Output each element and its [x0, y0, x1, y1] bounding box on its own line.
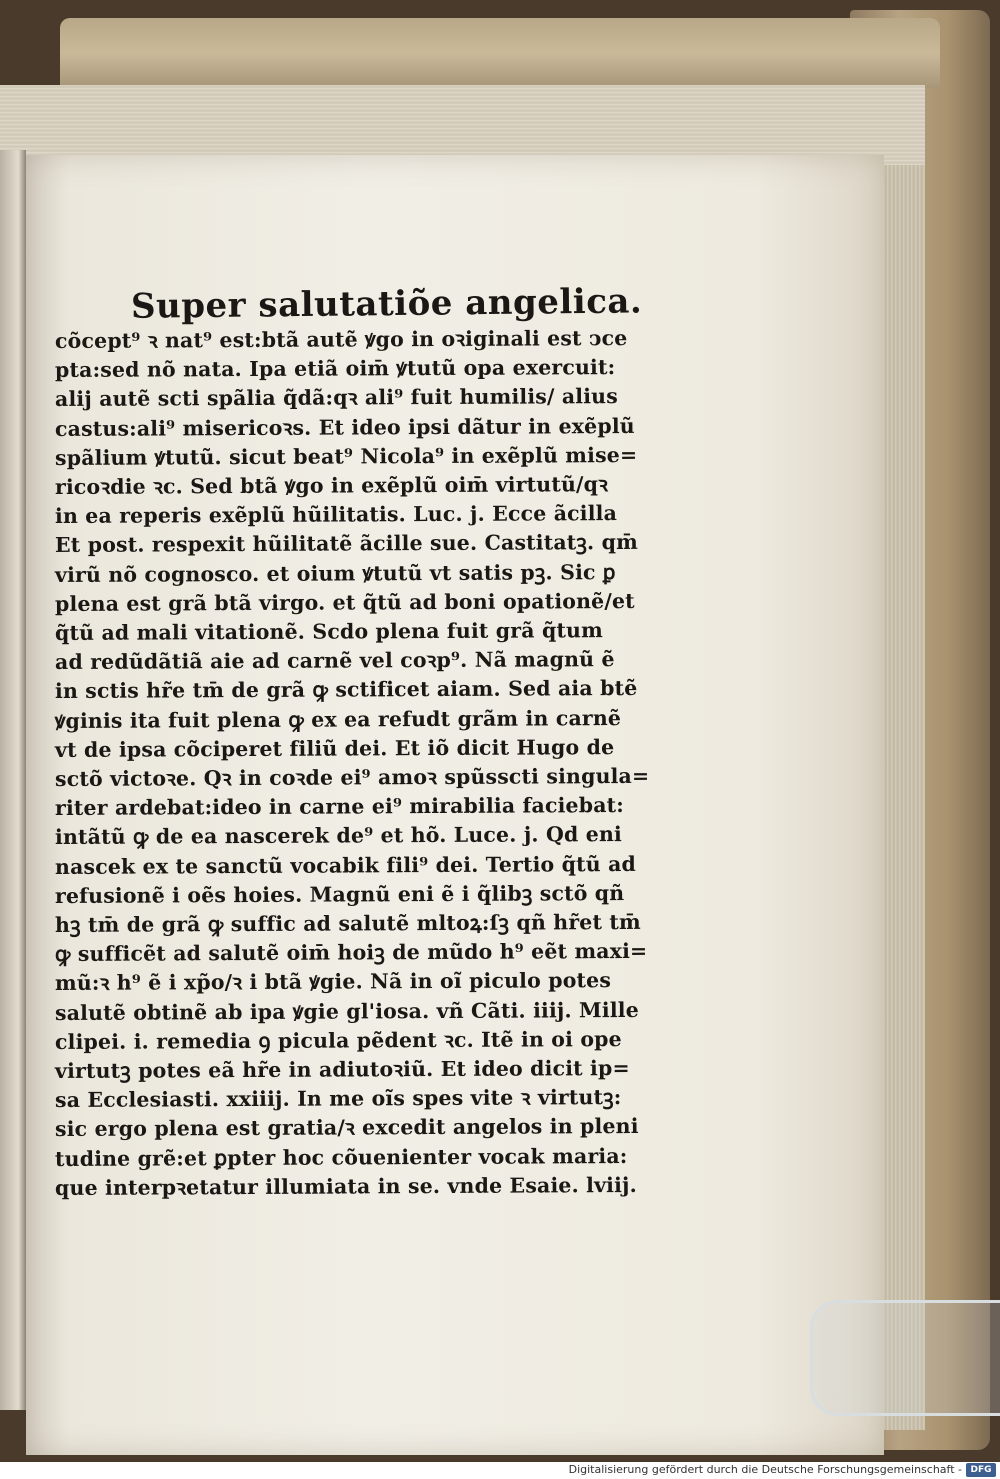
page-heading: Super salutatiõe angelica.: [130, 281, 643, 327]
text-line: cõcept⁹ ꝛ nat⁹ est:btã autẽ ꝟgo in oꝛiginali est ↄce: [54, 326, 628, 353]
text-line: pta:sed nõ nata. Ipa etiã oim̄ ꝟtutũ opa exercuit:: [54, 355, 616, 383]
text-line: tudine grẽ:et ꝑpter hoc cõuenienter vocak maria:: [54, 1143, 628, 1171]
text-line: virũ nõ cognosco. et oium ꝟtutũ vt satis pꝫ. Sic ꝑ: [54, 559, 616, 587]
text-line: intãtũ ꝙ de ea nascerek de⁹ et hõ. Luce. j. Qd eni: [54, 822, 622, 850]
page-text-block: [55, 283, 665, 1203]
text-line: q̃tũ ad mali vitationẽ. Scdo plena fuit grã q̃tum: [54, 618, 603, 646]
page-stack-top: [0, 85, 925, 165]
text-line: vt de ipsa cõciperet filiũ dei. Et iõ dicit Hugo de: [54, 734, 615, 762]
page-holder-clip: [810, 1300, 1000, 1416]
page-stack-side: [880, 90, 925, 1430]
text-line: ꝟginis ita fuit plena ꝙ ex ea refudt grãm in carnẽ: [54, 705, 622, 733]
facing-page-edge: [0, 150, 26, 1410]
text-line: castus:ali⁹ misericoꝛs. Et ideo ipsi dãtur in exẽplũ: [54, 413, 635, 441]
text-line: in ea reperis exẽplũ hũilitatis. Luc. j. Ecce ãcilla: [54, 501, 618, 529]
text-line: sctõ victoꝛe. Qꝛ in coꝛde ei⁹ amoꝛ spũsscti singula=: [54, 763, 650, 792]
text-line: clipei. i. remedia ꝯ picula pẽdent ꝛc. Itẽ in oi ope: [54, 1026, 622, 1054]
footer-credit: Digitalisierung gefördert durch die Deutsche Forschungsgemeinschaft -: [568, 1463, 962, 1476]
book-top-edge: [60, 18, 940, 88]
text-line: plena est grã btã virgo. et q̃tũ ad boni opationẽ/et: [54, 588, 635, 616]
text-line: alij autẽ scti spãlia q̃dã:qꝛ ali⁹ fuit humilis/ alius: [54, 384, 618, 412]
text-line: spãlium ꝟtutũ. sicut beat⁹ Nicola⁹ in exẽplũ mise=: [54, 442, 638, 470]
text-line: refusionẽ i oẽs hoies. Magnũ eni ẽ i q̃libꝫ sctõ qñ: [54, 880, 625, 908]
text-lines: [55, 327, 665, 1203]
text-line: que interpꝛetatur illumiata in se. vnde Esaie. lviij.: [54, 1172, 637, 1200]
text-line: riter ardebat:ideo in carne ei⁹ mirabilia faciebat:: [54, 793, 625, 821]
text-line: ꝙ sufficẽt ad salutẽ oim̄ hoiꝫ de mũdo h⁹ eẽt maxi=: [54, 939, 648, 967]
text-line: in sctis hr̃e tm̄ de grã ꝙ sctificet aiam. Sed aia btẽ: [54, 676, 638, 704]
text-line: ricoꝛdie ꝛc. Sed btã ꝟgo in exẽplũ oim̄ virtutũ/qꝛ: [54, 472, 609, 500]
text-line: mũ:ꝛ h⁹ ẽ i xp̃o/ꝛ i btã ꝟgie. Nã in oĩ piculo potes: [54, 968, 612, 996]
text-line: ad redũdãtiã aie ad carnẽ vel coꝛp⁹. Nã magnũ ẽ: [54, 647, 615, 675]
dfg-logo-icon: DFG: [966, 1463, 996, 1477]
text-line: sa Ecclesiasti. xxiiij. In me oĩs spes vite ꝛ virtutꝫ:: [54, 1085, 622, 1113]
text-line: nascek ex te sanctũ vocabik fili⁹ dei. Tertio q̃tũ ad: [54, 851, 637, 879]
text-line: virtutꝫ potes eã hr̃e in adiutoꝛiũ. Et ideo dicit ip=: [54, 1056, 630, 1084]
text-line: sic ergo plena est gratia/ꝛ excedit angelos in pleni: [54, 1114, 639, 1142]
footer-bar: [0, 1462, 1000, 1479]
text-line: salutẽ obtinẽ ab ipa ꝟgie gl'iosa. vñ Cãti. iiij. Mille: [54, 997, 639, 1025]
text-line: hꝫ tm̄ de grã ꝙ suffic ad salutẽ mltoꝝ:ſꝫ qñ hr̃et tm̄: [54, 909, 641, 938]
text-line: Et post. respexit hũilitatẽ ãcille sue. Castitatꝫ. qm̄: [54, 530, 638, 558]
